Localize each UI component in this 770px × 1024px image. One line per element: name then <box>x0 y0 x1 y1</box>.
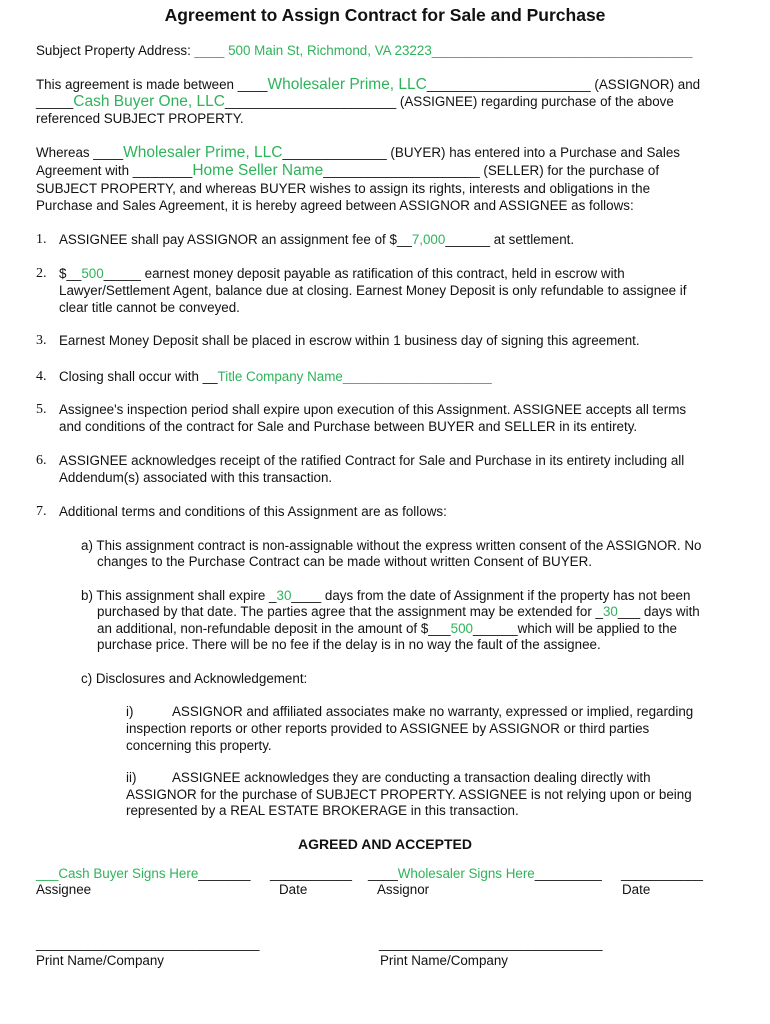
whereas-text: Whereas ____ <box>36 145 124 160</box>
item-5-line-2: and conditions of the contract for Sale and Purchase between BUYER and SELLER in its entirety. <box>59 419 638 434</box>
sub-cii-number: ii) <box>126 770 137 785</box>
item-text: _____ earnest money deposit payable as ratification of this contract, held in escrow with <box>103 266 625 281</box>
signature-underline: _______ <box>198 866 251 881</box>
item-text: Closing shall occur with __ <box>59 369 218 384</box>
print-name-label: Print Name/Company <box>36 953 165 968</box>
subject-address-label: Subject Property Address: <box>36 43 195 58</box>
title-company-field[interactable]: Title Company Name <box>217 369 343 384</box>
assignee-label: Assignee <box>36 882 92 897</box>
date-label: Date <box>279 882 308 897</box>
assignee-print-name-field[interactable]: ______________________________ <box>36 936 260 951</box>
assignor-print-name-field[interactable]: ______________________________ <box>379 936 603 951</box>
item-1 <box>59 231 574 248</box>
item-text: ______ at settlement. <box>445 232 575 247</box>
whereas-text: Agreement with ________ <box>36 163 193 178</box>
assignee-signature-field[interactable]: Cash Buyer Signs Here <box>58 866 199 881</box>
item-6-line-2: Addendum(s) associated with this transaction. <box>59 470 333 485</box>
sub-b-line-1 <box>81 587 690 604</box>
item-number: 5. <box>36 402 47 417</box>
assignor-label: Assignor <box>377 882 430 897</box>
sub-ci-line-1: ASSIGNOR and affiliated associates make no warranty, expressed or implied, regarding <box>172 704 694 719</box>
whereas-line-4: Purchase and Sales Agreement, it is hereby agreed between ASSIGNOR and ASSIGNEE as follows: <box>36 198 634 213</box>
expire-days-field[interactable]: 30 <box>276 588 292 603</box>
sub-text: ____ days from the date of Assignment if the property has not been <box>291 588 691 603</box>
item-number: 4. <box>36 369 47 384</box>
item-number: 6. <box>36 453 47 468</box>
subject-address-line <box>36 42 692 59</box>
intro-text: _____ <box>36 94 74 109</box>
earnest-deposit-field[interactable]: 500 <box>81 266 104 281</box>
intro-text: ______________________ (ASSIGNOR) and <box>426 77 701 92</box>
sub-cii-line-1: ASSIGNEE acknowledges they are conducting a transaction dealing directly with <box>172 770 651 785</box>
assignee-date-field[interactable]: ___________ <box>270 866 352 881</box>
sub-b-line-3 <box>97 620 677 637</box>
item-7: Additional terms and conditions of this Assignment are as follows: <box>59 504 447 519</box>
buyer-name-field[interactable]: Wholesaler Prime, LLC <box>123 144 283 161</box>
sub-ci-number: i) <box>126 704 134 719</box>
assignee-name-field[interactable]: Cash Buyer One, LLC <box>73 93 225 110</box>
sub-text: ______which will be applied to the <box>472 621 677 636</box>
assignor-signature-line <box>368 865 602 882</box>
sub-ci-line-3: concerning this property. <box>126 738 272 753</box>
item-4 <box>59 368 492 385</box>
sub-cii-line-2: ASSIGNOR for the purchase of SUBJECT PROPERTY. ASSIGNEE is not relying upon or being <box>126 787 692 802</box>
whereas-line-1 <box>36 144 680 161</box>
intro-text: _______________________ (ASSIGNEE) regarding purchase of the above <box>224 94 674 109</box>
assignee-signature-line <box>36 865 250 882</box>
whereas-line-3: SUBJECT PROPERTY, and whereas BUYER wishes to assign its rights, interests and obligations in the <box>36 181 651 196</box>
seller-name-field[interactable]: Home Seller Name <box>192 162 324 179</box>
item-2-line-3: clear title cannot be conveyed. <box>59 300 240 315</box>
item-3: Earnest Money Deposit shall be placed in escrow within 1 business day of signing this agreement. <box>59 333 640 348</box>
item-2-line-2: Lawyer/Settlement Agent, balance due at closing. Earnest Money Deposit is only refundable to assignee if <box>59 283 687 298</box>
sub-c: c) Disclosures and Acknowledgement: <box>81 671 308 686</box>
signature-underline: ____ <box>368 866 398 881</box>
intro-text: This agreement is made between ____ <box>36 77 268 92</box>
subject-address-pre: ____ <box>194 43 225 58</box>
date-label: Date <box>622 882 651 897</box>
item-5-line-1: Assignee's inspection period shall expire upon execution of this Assignment. ASSIGNEE accepts all terms <box>59 402 687 417</box>
sub-text: an additional, non-refundable deposit in the amount of $___ <box>97 621 451 636</box>
extension-days-field[interactable]: 30 <box>602 604 618 619</box>
item-6-line-1: ASSIGNEE acknowledges receipt of the ratified Contract for Sale and Purchase in its entirety including all <box>59 453 685 468</box>
sub-text: purchased by that date. The parties agree that the assignment may be extended for _ <box>97 604 603 619</box>
item-number: 7. <box>36 504 47 519</box>
print-name-label: Print Name/Company <box>380 953 509 968</box>
assignor-date-field[interactable]: ___________ <box>621 866 703 881</box>
sub-ci-line-2: inspection reports or other reports provided to ASSIGNEE by ASSIGNOR or third parties <box>126 721 650 736</box>
sub-text: b) This assignment shall expire _ <box>81 588 277 603</box>
sub-a-line-1: a) This assignment contract is non-assignable without the express written consent of the ASSIGNOR. No <box>81 538 702 553</box>
sub-b-line-4: purchase price. There will be no fee if the delay is in no way the fault of the assignee. <box>97 637 601 652</box>
assignment-fee-field[interactable]: 7,000 <box>411 232 446 247</box>
subject-address-post: ___________________________________ <box>431 43 693 58</box>
intro-line-2 <box>36 93 674 110</box>
subject-address-value[interactable]: 500 Main St, Richmond, VA 23223 <box>224 43 432 58</box>
item-number: 3. <box>36 333 47 348</box>
signature-underline: ___ <box>36 866 59 881</box>
item-number: 1. <box>36 232 47 247</box>
assignor-signature-field[interactable]: Wholesaler Signs Here <box>397 866 535 881</box>
sub-cii-line-3: represented by a REAL ESTATE BROKERAGE in this transaction. <box>126 803 519 818</box>
item-text: ASSIGNEE shall pay ASSIGNOR an assignment fee of $__ <box>59 232 412 247</box>
agreed-heading: AGREED AND ACCEPTED <box>298 836 472 852</box>
assignor-name-field[interactable]: Wholesaler Prime, LLC <box>267 76 427 93</box>
item-number: 2. <box>36 266 47 281</box>
whereas-text: ______________ (BUYER) has entered into a Purchase and Sales <box>282 145 680 160</box>
sub-a-line-2: changes to the Purchase Contract can be made without written Consent of BUYER. <box>97 554 592 569</box>
signature-underline: _________ <box>534 866 602 881</box>
whereas-text: _____________________ (SELLER) for the purchase of <box>323 163 660 178</box>
item-2-line-1 <box>59 265 625 282</box>
sub-b-line-2 <box>97 603 700 620</box>
item-text: $__ <box>59 266 82 281</box>
whereas-line-2 <box>36 162 659 179</box>
intro-line-1 <box>36 76 700 93</box>
document-title: Agreement to Assign Contract for Sale and Purchase <box>164 5 606 25</box>
item-underline: ____________________ <box>342 369 492 384</box>
extension-deposit-field[interactable]: 500 <box>450 621 473 636</box>
intro-line-3: referenced SUBJECT PROPERTY. <box>36 111 244 126</box>
sub-text: ___ days with <box>617 604 700 619</box>
